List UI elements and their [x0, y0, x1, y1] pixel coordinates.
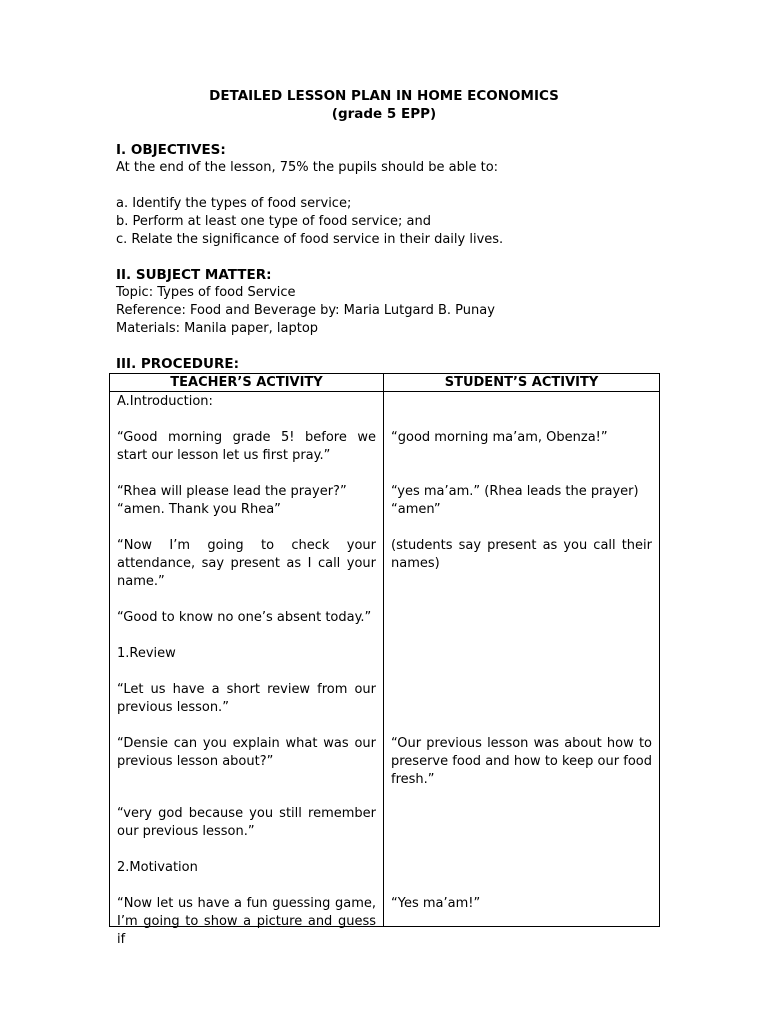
- student-line: “yes ma’am.” (Rhea leads the prayer): [391, 484, 639, 499]
- table-header-row: [110, 374, 660, 392]
- student-line: “good morning ma’am, Obenza!”: [391, 430, 608, 445]
- teacher-activity-cell: [110, 392, 384, 947]
- procedure-table: [109, 373, 660, 947]
- objective-item: c. Relate the significance of food service in their daily lives.: [116, 232, 504, 247]
- teacher-line: A.Introduction:: [117, 394, 213, 409]
- student-line: “Yes ma’am!”: [391, 896, 481, 911]
- topic-line: Topic: Types of food Service: [116, 285, 296, 300]
- teacher-line: “amen. Thank you Rhea”: [117, 502, 281, 517]
- teacher-line: 2.Motivation: [117, 860, 198, 875]
- teacher-line: 1.Review: [117, 646, 176, 661]
- teacher-line: “Rhea will please lead the prayer?”: [117, 484, 347, 499]
- objectives-section: [116, 141, 676, 249]
- document-subtitle: (grade 5 EPP): [331, 106, 437, 122]
- subject-matter-section: [116, 266, 676, 338]
- teacher-line: “Good morning grade 5! before we start our lesson let us first pray.”: [117, 430, 376, 463]
- student-line: (students say present as you call their names): [391, 538, 652, 571]
- materials-line: Materials: Manila paper, laptop: [116, 321, 319, 336]
- teacher-line: “Now let us have a fun guessing game, I’m going to show a picture and guess if: [117, 896, 376, 947]
- student-line: “Our previous lesson was about how to preserve food and how to keep our food fresh.”: [391, 736, 652, 787]
- objective-item: a. Identify the types of food service;: [116, 196, 352, 211]
- student-activity-header: STUDENT’S ACTIVITY: [384, 374, 660, 392]
- student-activity-cell: [384, 392, 660, 927]
- teacher-line: “Let us have a short review from our previous lesson.”: [117, 682, 376, 715]
- subject-matter-heading: II. SUBJECT MATTER:: [116, 267, 272, 283]
- objective-item: b. Perform at least one type of food service; and: [116, 214, 432, 229]
- teacher-line: “Densie can you explain what was our previous lesson about?”: [117, 736, 376, 769]
- teacher-line: “Good to know no one’s absent today.”: [117, 610, 372, 625]
- teacher-activity-header: TEACHER’S ACTIVITY: [110, 374, 384, 392]
- objectives-intro: At the end of the lesson, 75% the pupils should be able to:: [116, 160, 499, 175]
- document-title: DETAILED LESSON PLAN IN HOME ECONOMICS: [209, 88, 559, 104]
- procedure-heading: III. PROCEDURE:: [116, 356, 239, 372]
- table-row: [110, 392, 660, 927]
- objectives-heading: I. OBJECTIVES:: [116, 142, 226, 158]
- student-line: “amen”: [391, 502, 441, 517]
- teacher-line: “very god because you still remember our previous lesson.”: [117, 806, 376, 839]
- teacher-line: “Now I’m going to check your attendance, say present as I call your name.”: [117, 538, 376, 589]
- reference-line: Reference: Food and Beverage by: Maria Lutgard B. Punay: [116, 303, 495, 318]
